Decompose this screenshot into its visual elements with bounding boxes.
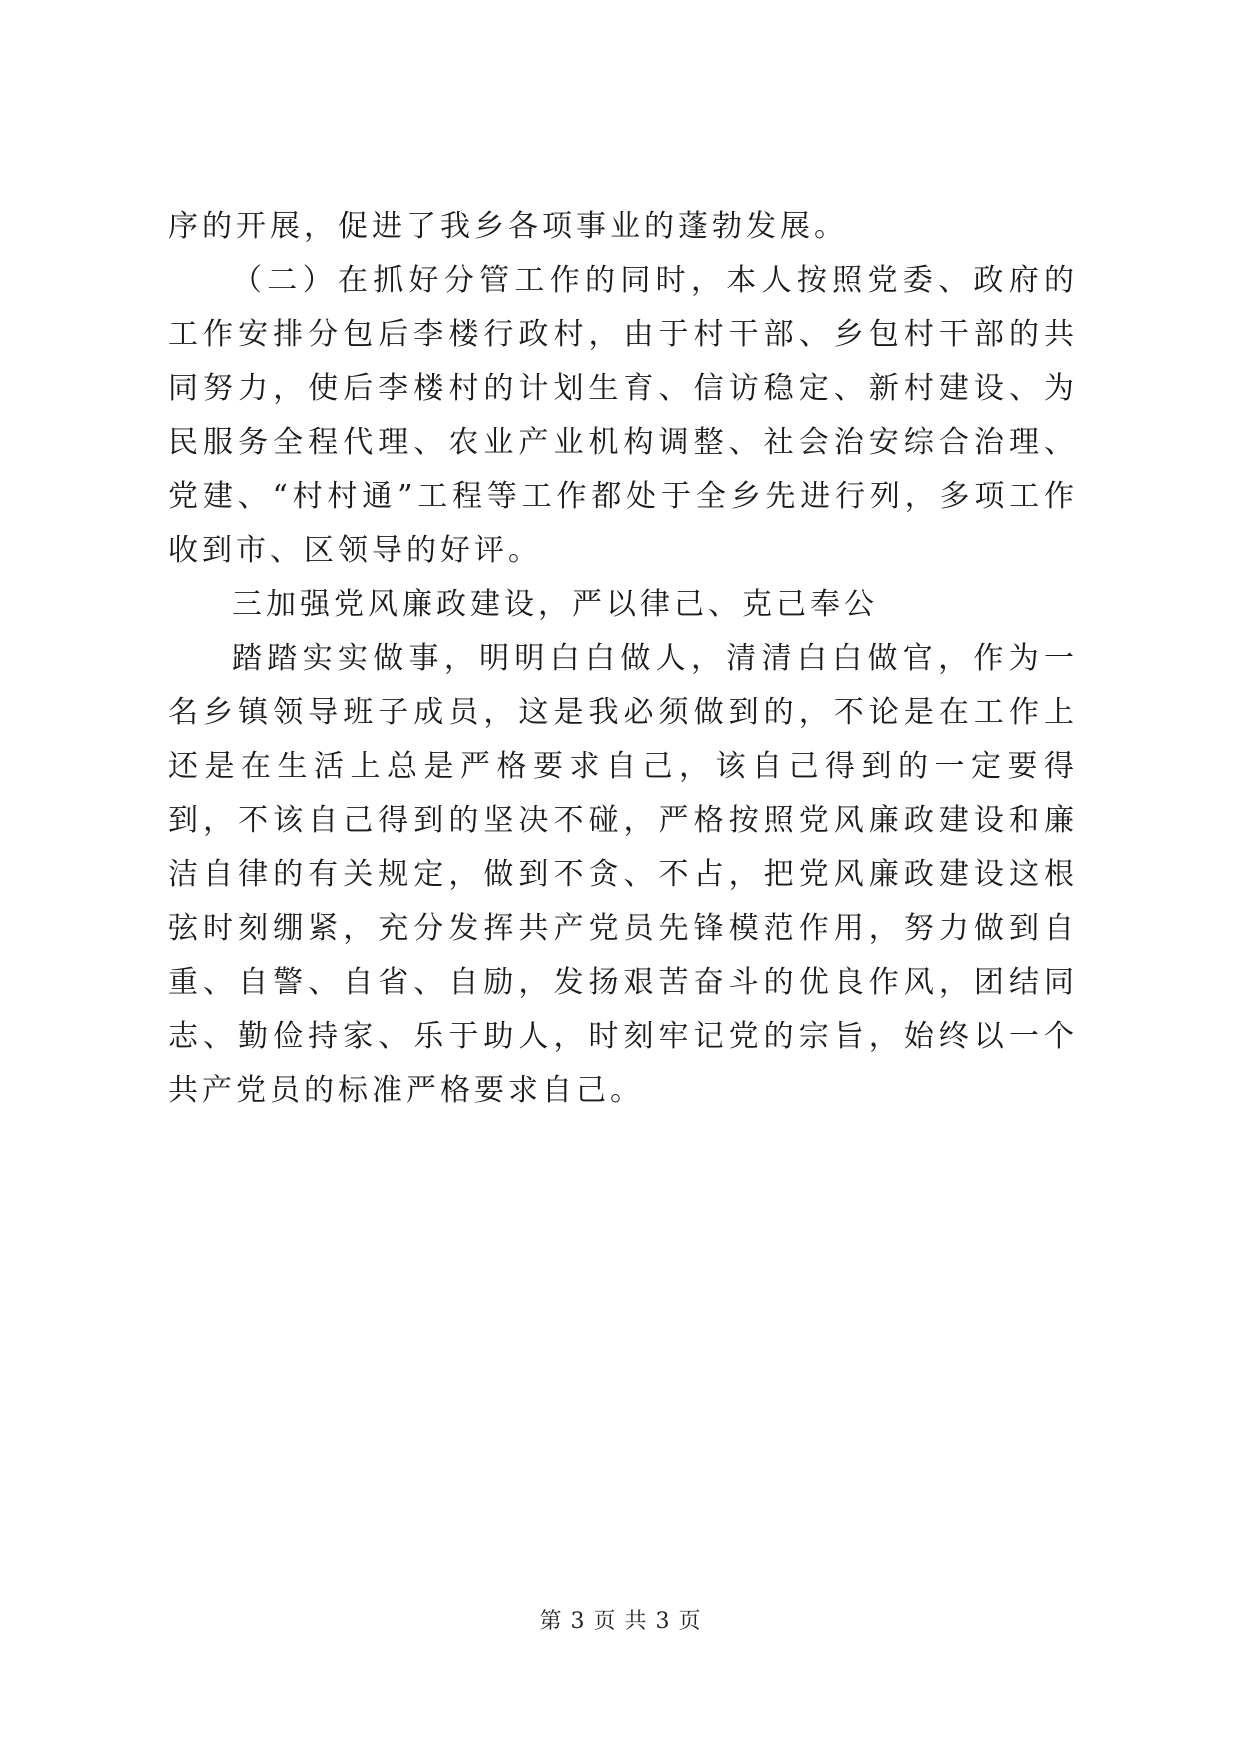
section-heading-three: 三加强党风廉政建设，严以律己、克己奉公 (232, 587, 878, 622)
paragraph-integrity: 踏踏实实做事，明明白白做人，清清白白做官，作为一名乡镇领导班子成员，这是我必须做到的，不论是在工作上还是在生活上总是严格要求自己，该自己得到的一定要得到，不该自己得到的坚决不碰，严格按照党风廉政建设和廉洁自律的有关规定，做到不贪、不占，把党风廉政建设这根弦时刻绷紧，充分发挥共产党员先锋模范作用，努力做到自重、自警、自省、自励，发扬艰苦奋斗的优良作风，团结同志、勤俭持家、乐于助人，时刻牢记党的宗旨，始终以一个共产党员的标准严格要求自己。 (168, 641, 1078, 1108)
page-footer: 第 3 页 共 3 页 (539, 1609, 702, 1634)
paragraph-continuation: 序的开展，促进了我乡各项事业的蓬勃发展。 (168, 209, 848, 244)
paragraph-section-two: （二）在抓好分管工作的同时，本人按照党委、政府的工作安排分包后李楼行政村，由于村干部、乡包村干部的共同努力，使后李楼村的计划生育、信访稳定、新村建设、为民服务全程代理、农业产业机构调整、社会治安综合治理、党建、“村村通”工程等工作都处于全乡先进行列，多项工作收到市、区领导的好评。 (168, 263, 1078, 568)
document-body (168, 200, 1078, 1118)
